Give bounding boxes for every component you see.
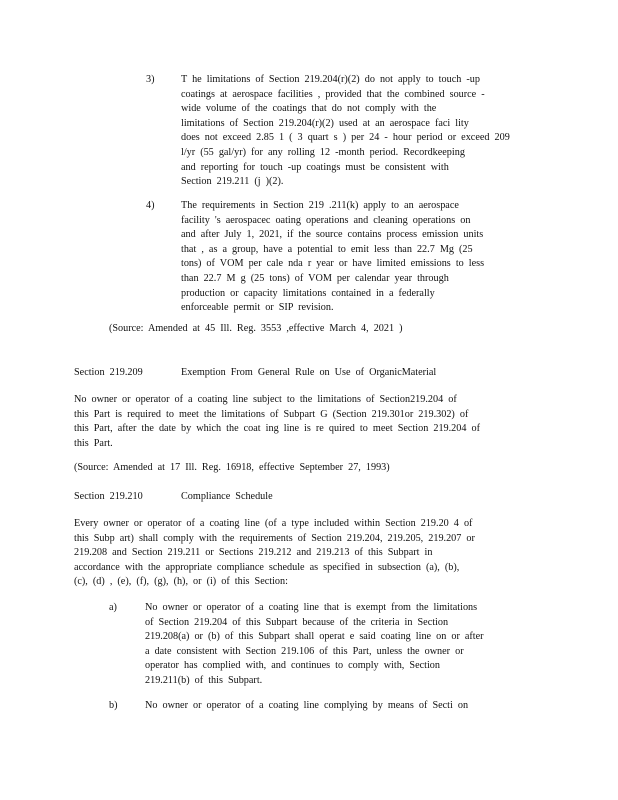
source-note: (Source: Amended at 17 Ill. Reg. 16918, effective September 27, 1993): [74, 462, 390, 473]
list-item-marker: b): [109, 700, 118, 711]
list-item-text: The requirements in Section 219 .211(k) apply to an aerospace facility 's aerospacec oating operations and cleaning operations on and after July 1, 2021, if the source contains process emission units that , as a group, have a potential to emit less than 22.7 Mg (25 tons) of VOM per cale nda r year or have limited emissions to less than 22.7 M g (25 tons) of VOM per calendar year through production or capacity limitations contained in a federally enforceable permit or SIP revision.: [181, 200, 485, 314]
list-item-marker: a): [109, 602, 117, 613]
list-item-text: No owner or operator of a coating line that is exempt from the limitations of Section 219.204 of this Subpart because of the criteria in Section 219.208(a) or (b) of this Subpart shall operat e said coating line on or after a date consistent with Section 219.106 of this Part, unless the owner or operator has complied with, and continues to comply with, Section 219.211(b) of this Subpart.: [145, 602, 484, 686]
section-body: No owner or operator of a coating line subject to the limitations of Section219.204 of this Part is required to meet the limitations of Subpart G (Section 219.301or 219.302) of this Part, after the date by which the coat ing line is re quired to meet Section 219.204 of this Part.: [74, 394, 480, 449]
section-title: Compliance Schedule: [181, 491, 273, 502]
list-item-text: No owner or operator of a coating line complying by means of Secti on: [145, 700, 469, 711]
list-item-marker: 3): [146, 74, 155, 85]
source-note: (Source: Amended at 45 Ill. Reg. 3553 ,effective March 4, 2021 ): [109, 323, 403, 334]
list-item-text: T he limitations of Section 219.204(r)(2) do not apply to touch -up coatings at aerospace facilities , provided that the combined source - wide volume of the coatings that do not comply with the limitations of Section 219.204(r)(2) used at an aerospace faci lity does not exceed 2.85 1 ( 3 quart s ) per 24 - hour period or exceed 209 l/yr (55 gal/yr) for any rolling 12 -month period. Recordkeeping and reporting for touch -up coatings must be consistent with Section 219.211 (j )(2).: [181, 74, 510, 188]
section-number: Section 219.209: [74, 367, 143, 378]
section-number: Section 219.210: [74, 491, 143, 502]
section-title: Exemption From General Rule on Use of OrganicMaterial: [181, 367, 437, 378]
list-item-marker: 4): [146, 200, 155, 211]
section-body: Every owner or operator of a coating line (of a type included within Section 219.20 4 of this Subp art) shall comply with the requirements of Section 219.204, 219.205, 219.207 or 219.208 and Section 219.211 or Sections 219.212 and 219.213 of this Subpart in accordance with the appropriate compliance schedule as specified in subsection (a), (b), (c), (d) , (e), (f), (g), (h), or (i) of this Section:: [74, 518, 475, 588]
